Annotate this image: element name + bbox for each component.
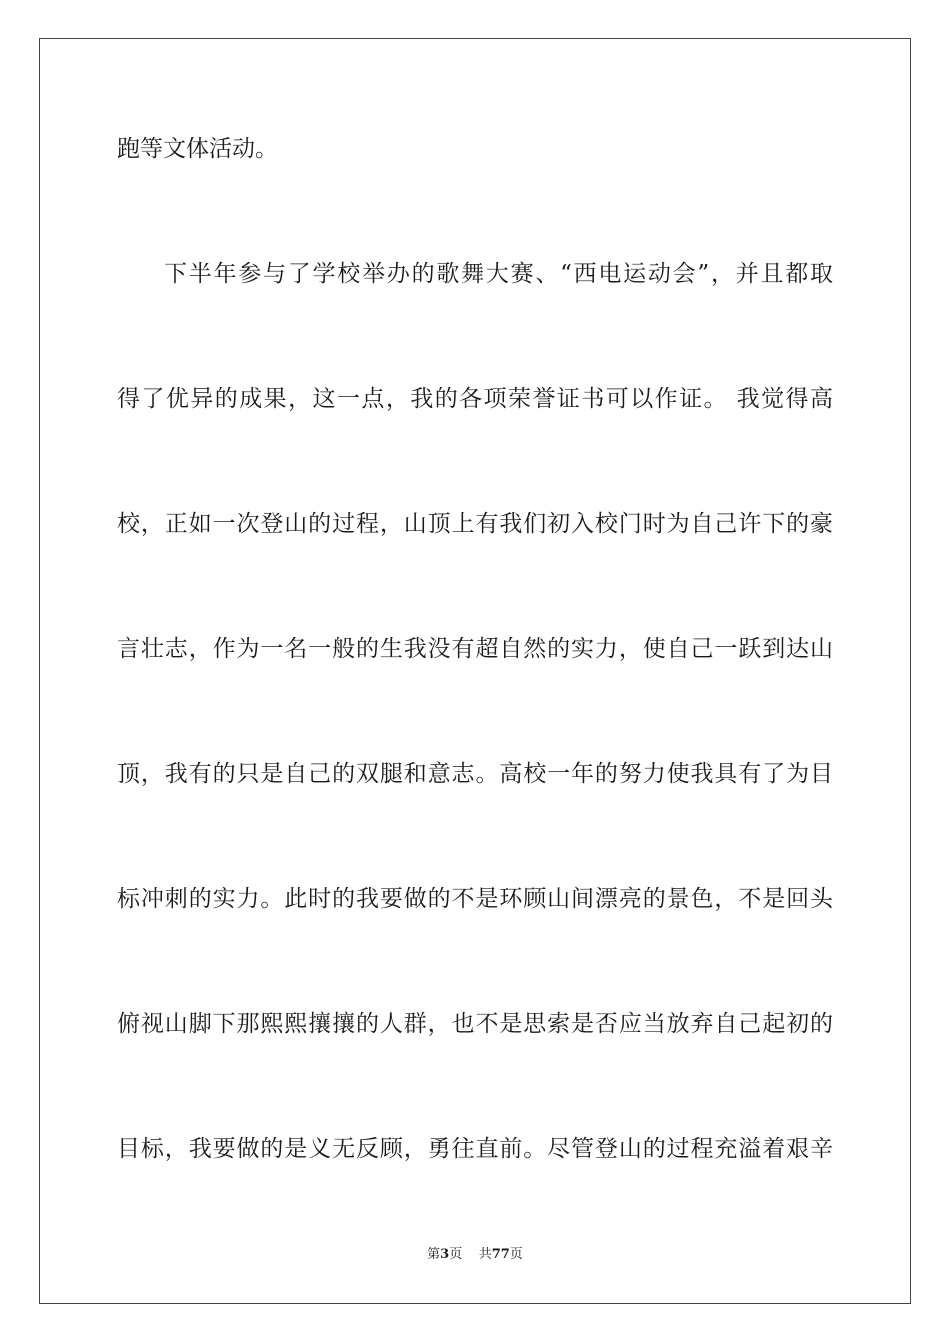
- paragraph-line-2: 下半年参与了学校举办的歌舞大赛、“西电运动会”，并且都取: [164, 261, 833, 287]
- page-border: [39, 38, 911, 1304]
- paragraph-line-1: 跑等文体活动。: [117, 136, 278, 162]
- page-prefix: 第: [427, 1247, 441, 1262]
- total-prefix: 共: [478, 1247, 492, 1262]
- paragraph-line-8: 俯视山脚下那熙熙攘攘的人群，也不是思索是否应当放弃自己起初的: [117, 1011, 833, 1037]
- paragraph-line-7: 标冲刺的实力。此时的我要做的不是环顾山间漂亮的景色，不是回头: [117, 886, 833, 912]
- total-suffix: 页: [509, 1247, 523, 1262]
- page-suffix: 页: [449, 1247, 463, 1262]
- paragraph-line-6: 顶，我有的只是自己的双腿和意志。高校一年的努力使我具有了为目: [117, 761, 833, 787]
- paragraph-line-9: 目标，我要做的是义无反顾，勇往直前。尽管登山的过程充溢着艰辛: [117, 1136, 833, 1162]
- paragraph-line-5: 言壮志，作为一名一般的生我没有超自然的实力，使自己一跃到达山: [117, 636, 833, 662]
- total-pages: 77: [491, 1247, 510, 1262]
- page-footer: [0, 1246, 950, 1264]
- paragraph-line-3: 得了优异的成果，这一点，我的各项荣誉证书可以作证。 我觉得高: [117, 386, 833, 412]
- paragraph-line-4: 校，正如一次登山的过程，山顶上有我们初入校门时为自己许下的豪: [117, 511, 833, 537]
- page-number: 3: [440, 1247, 450, 1262]
